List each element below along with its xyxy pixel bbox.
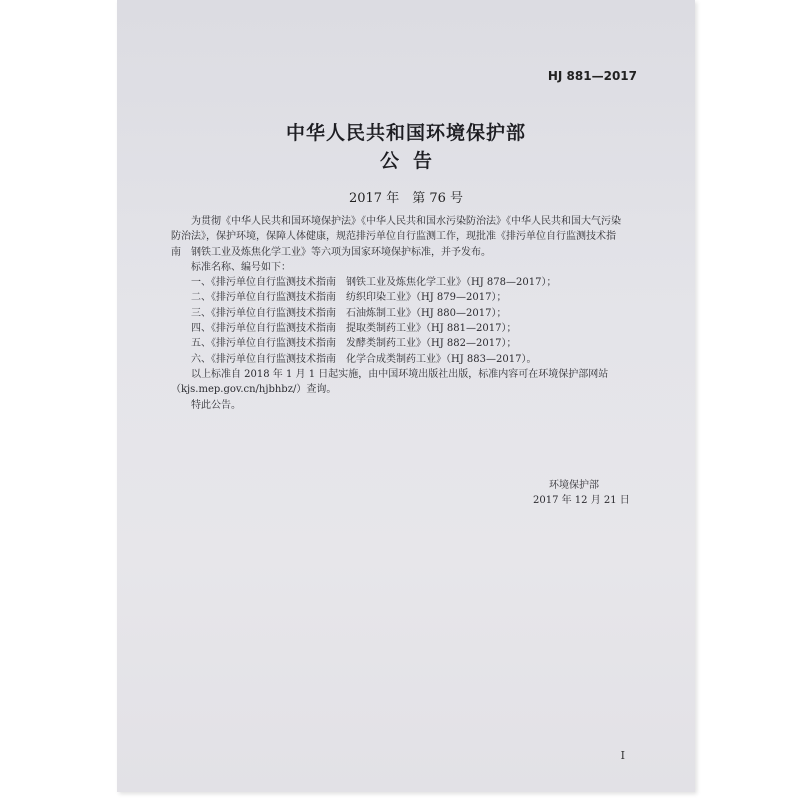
standard-item: 四、《排污单位自行监测技术指南 提取类制药工业》（HJ 881—2017）； (191, 323, 517, 335)
standard-item: 一、《排污单位自行监测技术指南 钢铁工业及炼焦化学工业》（HJ 878—2017）； (191, 277, 557, 289)
list-heading: 标准名称、编号如下： (191, 261, 291, 273)
implementation-line: 以上标准自 2018 年 1 月 1 日起实施，由中国环境出版社出版，标准内容可在环境保护部网站 (191, 368, 609, 380)
standard-item: 三、《排污单位自行监测技术指南 石油炼制工业》（HJ 880—2017）； (191, 307, 507, 319)
intro-line: 为贯彻《中华人民共和国环境保护法》《中华人民共和国水污染防治法》《中华人民共和国大气污染 (191, 216, 621, 227)
intro-line: 南 钢铁工业及炼焦化学工业》等六项为国家环境保护标准，并予发布。 (171, 246, 491, 258)
standard-item: 二、《排污单位自行监测技术指南 纺织印染工业》（HJ 879—2017）； (191, 292, 507, 304)
announcement-number: 2017 年 第 76 号 (348, 191, 464, 206)
closing-line: 特此公告。 (191, 399, 241, 411)
announcement-title: 公告 (379, 150, 446, 172)
signature-date: 2017 年 12 月 21 日 (533, 495, 630, 506)
standard-item: 六、《排污单位自行监测技术指南 化学合成类制药工业》（HJ 883—2017）。 (191, 353, 537, 365)
intro-line: 防治法》，保护环境，保障人体健康，规范排污单位自行监测工作，现批准《排污单位自行监测技术指 (171, 231, 616, 243)
signature-org: 环境保护部 (549, 480, 599, 491)
document-page (117, 0, 695, 792)
implementation-line: （kjs.mep.gov.cn/hjbhbz/）查询。 (171, 384, 337, 396)
announcement-body (171, 214, 641, 413)
standard-code: HJ 881—2017 (547, 69, 637, 83)
page-number: I (620, 749, 625, 762)
issuer-title: 中华人民共和国环境保护部 (285, 122, 526, 144)
standard-item: 五、《排污单位自行监测技术指南 发酵类制药工业》（HJ 882—2017）； (191, 338, 517, 350)
